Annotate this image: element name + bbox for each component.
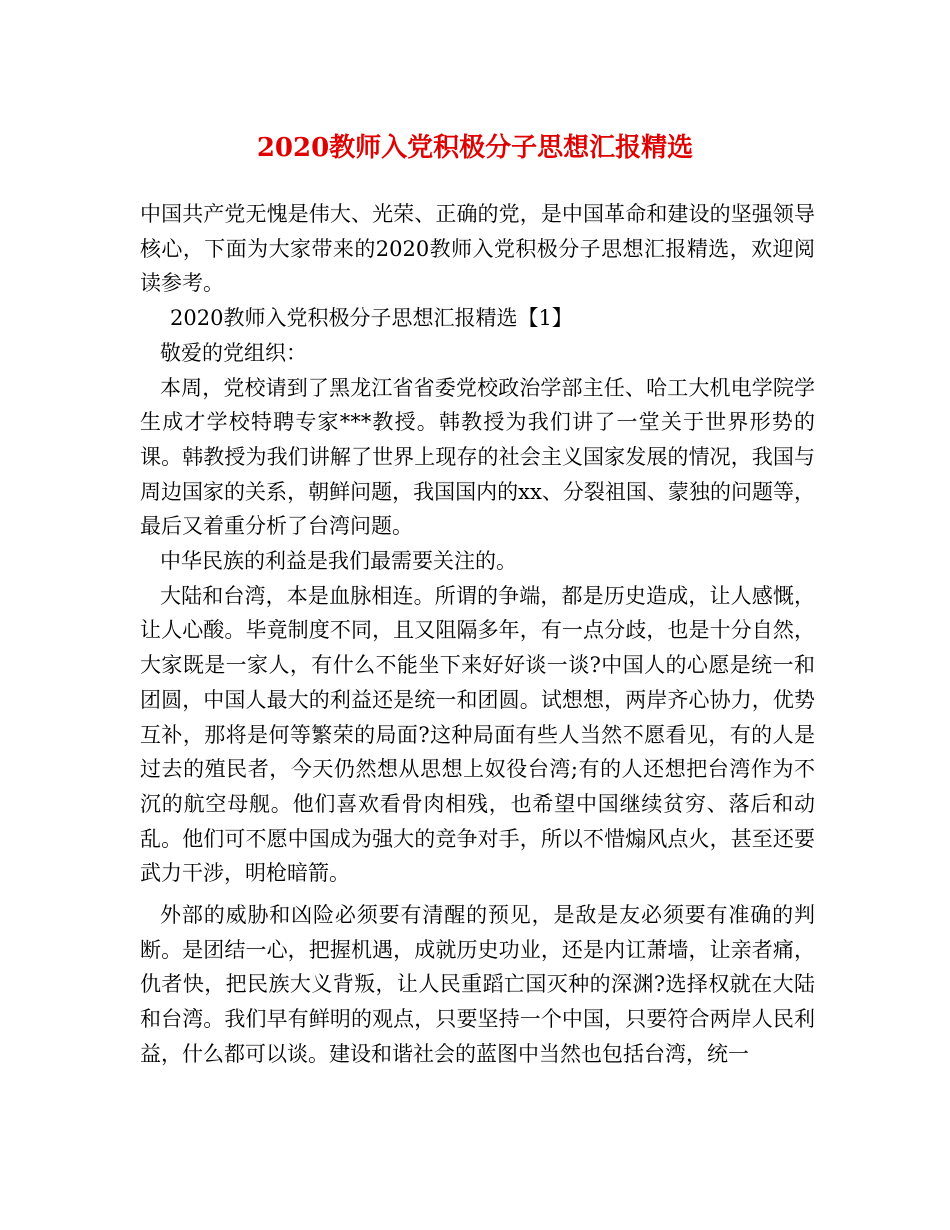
document-body bbox=[140, 197, 815, 1072]
body-paragraph: 本周，党校请到了黑龙江省省委党校政治学部主任、哈工大机电学院学生成才学校特聘专家***教授。韩教授为我们讲了一堂关于世界形势的课。韩教授为我们讲解了世界上现存的社会主义国家发展的情况，我国与周边国家的关系，朝鲜问题，我国国内的xx、分裂祖国、蒙独的问题等，最后又着重分析了台湾问题。 bbox=[140, 375, 815, 539]
section-heading: 2020教师入党积极分子思想汇报精选【1】 bbox=[170, 306, 573, 331]
body-paragraph: 大陆和台湾，本是血脉相连。所谓的争端，都是历史造成，让人感慨，让人心酸。毕竟制度不同，且又阻隔多年，有一点分歧，也是十分自然，大家既是一家人，有什么不能坐下来好好谈一谈?中国人的心愿是统一和团圆，中国人最大的利益还是统一和团圆。试想想，两岸齐心协力，优势互补，那将是何等繁荣的局面?这种局面有些人当然不愿看见，有的人是过去的殖民者，今天仍然想从思想上奴役台湾;有的人还想把台湾作为不沉的航空母舰。他们喜欢看骨肉相残，也希望中国继续贫穷、落后和动乱。他们可不愿中国成为强大的竞争对手，所以不惜煽风点火，甚至还要武力干涉，明枪暗箭。 bbox=[140, 583, 815, 886]
salutation: 敬爱的党组织： bbox=[160, 340, 307, 365]
body-paragraph: 外部的威胁和凶险必须要有清醒的预见，是敌是友必须要有准确的判断。是团结一心，把握机遇，成就历史功业，还是内讧萧墙，让亲者痛，仇者快，把民族大义背叛，让人民重蹈亡国灭种的深渊?选择权就在大陆和台湾。我们早有鲜明的观点，只要坚持一个中国，只要符合两岸人民利益，什么都可以谈。建设和谐社会的蓝图中当然也包括台湾，统一 bbox=[140, 903, 815, 1066]
body-paragraph: 中华民族的利益是我们最需要关注的。 bbox=[160, 549, 517, 574]
intro-paragraph: 中国共产党无愧是伟大、光荣、正确的党，是中国革命和建设的坚强领导核心，下面为大家带来的2020教师入党积极分子思想汇报精选，欢迎阅读参考。 bbox=[140, 202, 815, 296]
document-title: 2020教师入党积极分子思想汇报精选 bbox=[256, 133, 694, 163]
